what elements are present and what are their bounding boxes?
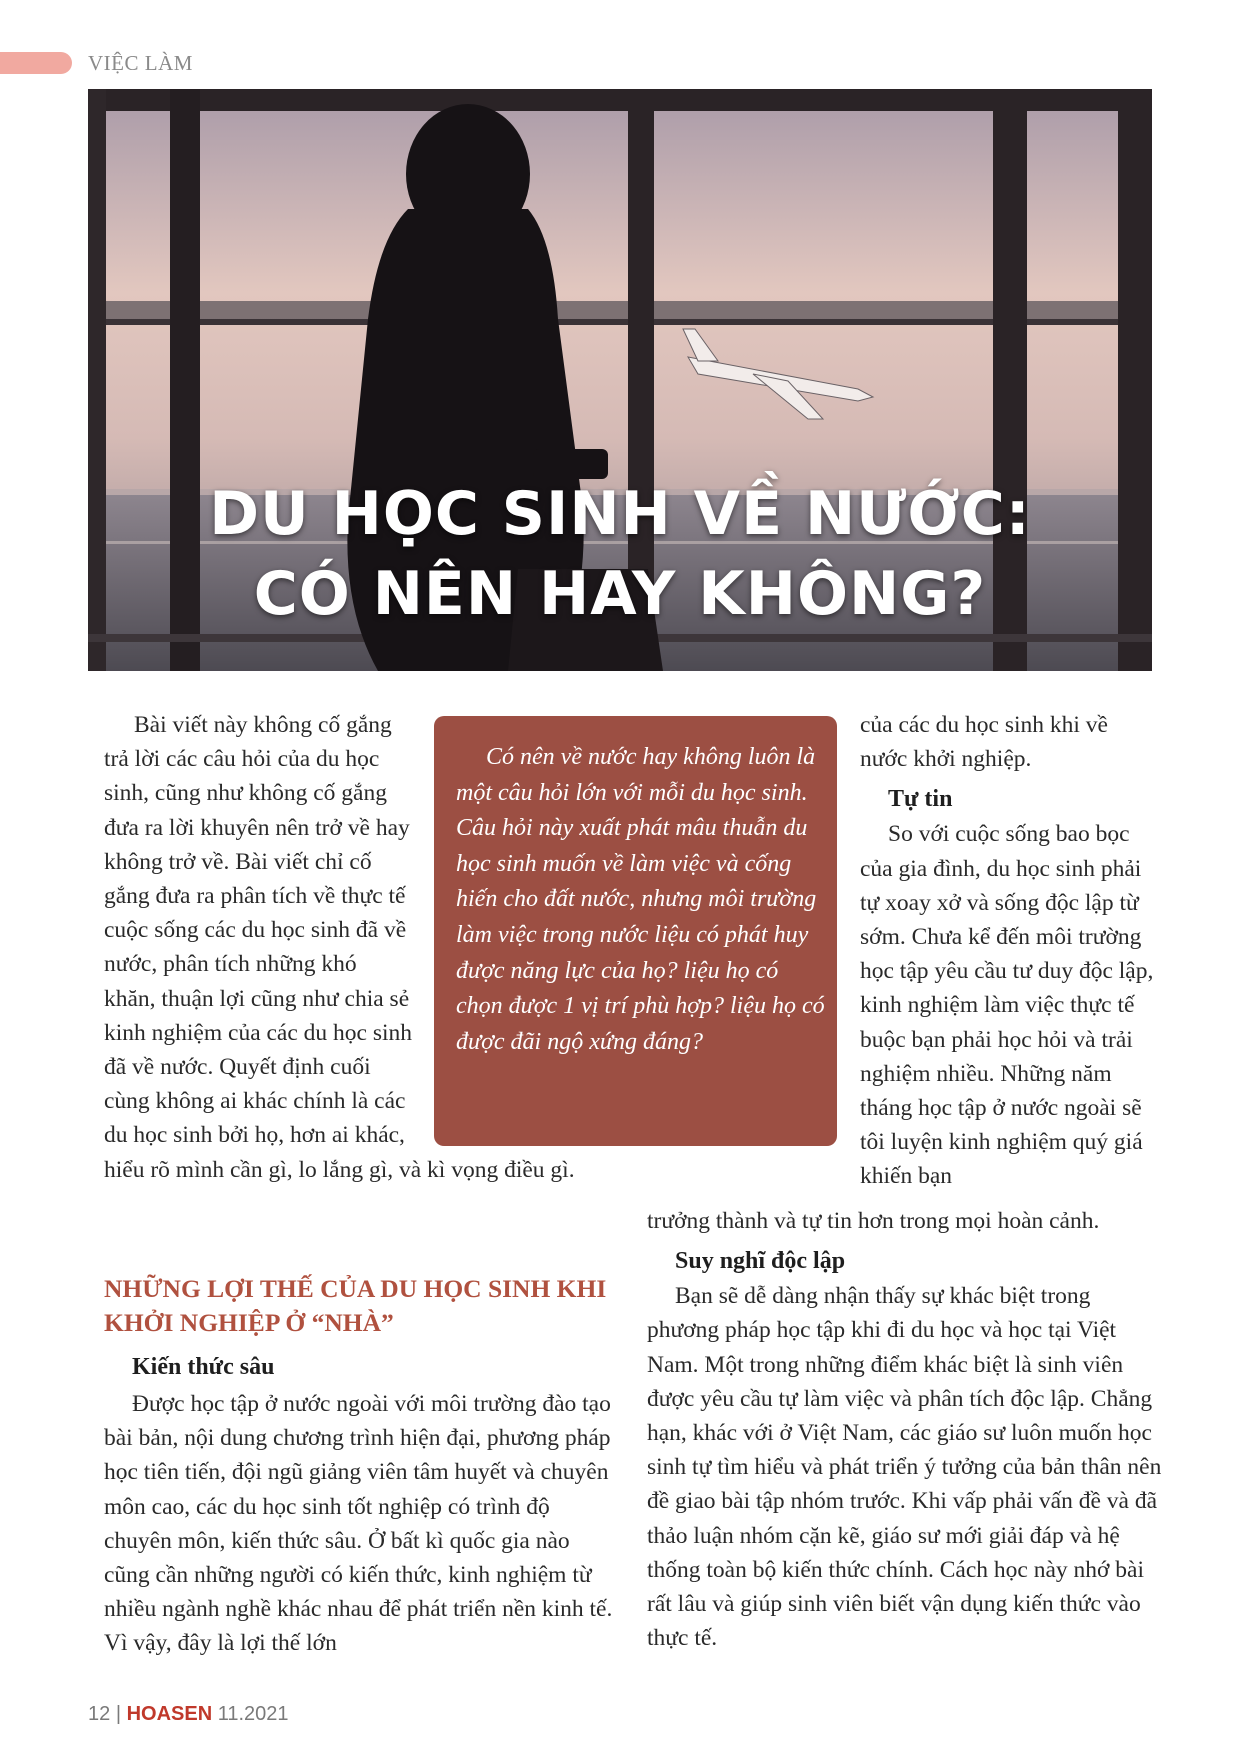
intro-paragraph: Bài viết này không cố gắng trả lời các câu hỏi của du học sinh, cũng như không cố gắng đưa ra lời khuyên nên trở về hay không trở về. Bài viết chỉ cố gắng đưa ra phân tích về thực tế cuộc sống các du học sinh đã về nước, phân tích những khó khăn, thuận lợi cũng như chia sẻ kinh nghiệm của các du học sinh đã về nước. Quyết định cuối cùng không ai khác chính là các du học sinh bởi họ, hơn ai khác, [104, 712, 413, 1149]
knowledge-paragraph: Được học tập ở nước ngoài với môi trường đào tạo bài bản, nội dung chương trình hiện đại, phương pháp học tiên tiến, đội ngũ giảng viên tâm huyết và chuyên môn cao, các du học sinh tốt nghiệp có trình độ chuyên môn, kiến thức sâu. Ở bất kì quốc gia nào cũng cần những người có kiến thức, kinh nghiệm từ nhiều ngành nghề khác nhau để phát triển nền kinh tế. Vì vậy, đây là lợi thế lớn [104, 1391, 613, 1657]
headline-line-2: CÓ NÊN HAY KHÔNG? [253, 559, 987, 629]
section-label: VIỆC LÀM [88, 51, 193, 75]
headline-line-1: DU HỌC SINH VỀ NƯỚC: [209, 479, 1031, 549]
page-footer [88, 1703, 289, 1726]
independent-thinking-paragraph: Bạn sẽ dễ dàng nhận thấy sự khác biệt trong phương pháp học tập khi đi du học và học tại Việt Nam. Một trong những điểm khác biệt là sinh viên được yêu cầu tự làm việc và phân tích độc lập. Chẳng hạn, khác với ở Việt Nam, các giáo sư luôn muốn học sinh tự tìm hiểu và phát triển ý tưởng của bản thân nên đề giao bài tập nhóm trước. Khi vấp phải vấn đề và đã thảo luận nhóm cặn kẽ, giáo sư mới giải đáp và hệ thống toàn bộ kiến thức chính. Cách học này nhớ bài rất lâu và giúp sinh viên biết vận dụng kiến thức vào thực tế. [647, 1283, 1162, 1652]
right-column [860, 708, 1160, 1194]
right-column-lower [647, 1204, 1167, 1655]
subheading-independent-thinking: Suy nghĩ độc lập [675, 1248, 846, 1275]
page-number: 12 [88, 1703, 111, 1725]
subheading-confidence: Tự tin [888, 786, 953, 813]
advantages-heading: NHỮNG LỢI THẾ CỦA DU HỌC SINH KHI KHỞI NGHIỆP Ở “NHÀ” [104, 1274, 607, 1337]
confidence-paragraph-end: trưởng thành và tự tin hơn trong mọi hoàn cảnh. [647, 1208, 1100, 1234]
confidence-paragraph: So với cuộc sống bao bọc của gia đình, du học sinh phải tự xoay xở và sống độc lập từ sớm. Chưa kể đến môi trường học tập yêu cầu tư duy độc lập, kinh nghiệm làm việc thực tế buộc bạn phải học hỏi và trải nghiệm nhiều. Những năm tháng học tập ở nước ngoài sẽ tôi luyện kinh nghiệm quý giá khiến bạn [860, 821, 1154, 1190]
issue-date: 11.2021 [217, 1703, 289, 1725]
hero-image [88, 89, 1152, 671]
advantages-column [104, 1354, 614, 1661]
pull-quote-text: Có nên về nước hay không luôn là một câu hỏi lớn với mỗi du học sinh. Câu hỏi này xuất phát mâu thuẫn du học sinh muốn về làm việc và cống hiến cho đất nước, nhưng môi trường làm việc trong nước liệu có phát huy được năng lực của họ? liệu họ có chọn được 1 vị trí phù hợp? liệu họ có được đãi ngộ xứng đáng? [456, 744, 825, 1055]
subheading-knowledge: Kiến thức sâu [132, 1354, 275, 1380]
section-color-bar [0, 52, 72, 74]
intro-paragraph-end: hiểu rõ mình cần gì, lo lắng gì, và kì vọng điều gì. [104, 1156, 575, 1183]
continued-text: của các du học sinh khi về nước khởi nghiệp. [860, 712, 1108, 773]
footer-separator: | [115, 1703, 122, 1725]
magazine-brand: HOASEN [126, 1703, 213, 1725]
